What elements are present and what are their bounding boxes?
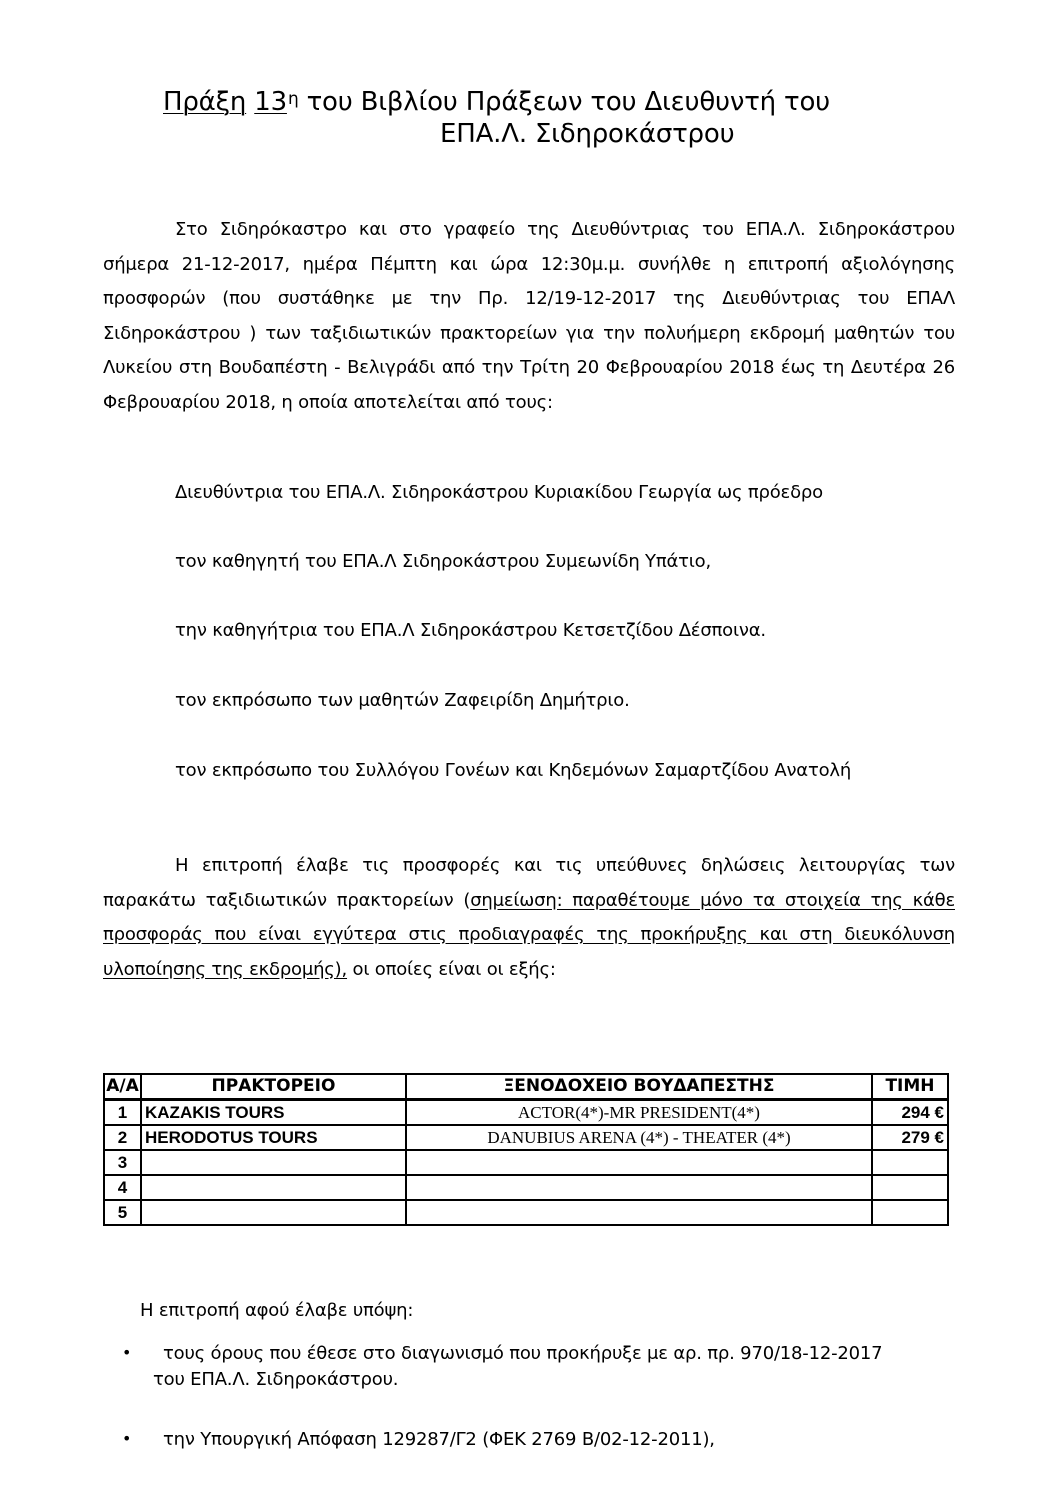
- header-aa: Α/Α: [104, 1074, 141, 1100]
- member-teacher-1: τον καθηγητή του ΕΠΑ.Λ Σιδηροκάστρου Συμεωνίδη Υπάτιο,: [175, 551, 712, 572]
- bullet-1-line2: του ΕΠΑ.Λ. Σιδηροκάστρου.: [153, 1369, 399, 1390]
- header-price: ΤΙΜΗ: [872, 1074, 948, 1100]
- row-agency: [141, 1150, 406, 1175]
- row-number: 1: [104, 1100, 141, 1126]
- title-line1-rest: του Βιβλίου Πράξεων του Διευθυντή του: [306, 87, 831, 117]
- row-price: 279 €: [872, 1125, 948, 1150]
- row-price: 294 €: [872, 1100, 948, 1126]
- row-number: 5: [104, 1200, 141, 1225]
- row-price: [872, 1150, 948, 1175]
- row-hotel: [406, 1175, 872, 1200]
- bullet-2-line1: την Υπουργική Απόφαση 129287/Γ2 (ΦΕΚ 2769 Β/02-12-2011),: [163, 1429, 715, 1450]
- offers-note-underlined: σημείωση: παραθέτουμε μόνο τα στοιχεία της κάθε προσφοράς που είναι εγγύτερα στις προδιαγραφές της προκήρυξης και στη διευκόλυνση υλοποίησης της εκδρομής),: [103, 889, 955, 980]
- table-row: [104, 1150, 948, 1175]
- row-hotel: DANUBIUS ARENA (4*) - THEATER (4*): [406, 1125, 872, 1150]
- bullet-2-dot: •: [122, 1429, 132, 1448]
- table-row: [104, 1100, 948, 1126]
- row-hotel: ACTOR(4*)-MR PRESIDENT(4*): [406, 1100, 872, 1126]
- considering-intro: Η επιτροπή αφού έλαβε υπόψη:: [140, 1300, 414, 1321]
- title-word: Πράξη: [163, 87, 247, 117]
- row-agency: KAZAKIS TOURS: [141, 1100, 406, 1126]
- row-number: 3: [104, 1150, 141, 1175]
- header-hotel: ΞΕΝΟΔΟΧΕΙΟ ΒΟΥΔΑΠΕΣΤΗΣ: [406, 1074, 872, 1100]
- table-row: [104, 1200, 948, 1225]
- row-agency: HERODOTUS TOURS: [141, 1125, 406, 1150]
- intro-paragraph: Στο Σιδηρόκαστρο και στο γραφείο της Διευθύντριας του ΕΠΑ.Λ. Σιδηροκάστρου σήμερα 21-12-2017, ημέρα Πέμπτη και ώρα 12:30μ.μ. συνήλθε η επιτροπή αξιολόγησης προσφορών (που συστάθηκε με την Πρ. 12/19-12-2017 της Διευθύντριας του ΕΠΑΛ Σιδηροκάστρου ) των ταξιδιωτικών πρακτορείων για την πολυήμερη εκδρομή μαθητών του Λυκείου στη Βουδαπέστη - Βελιγράδι από την Τρίτη 20 Φεβρουαρίου 2018 έως τη Δευτέρα 26 Φεβρουαρίου 2018, η οποία αποτελείται από τους:: [103, 219, 955, 413]
- table-row: [104, 1125, 948, 1150]
- offers-paragraph: [103, 849, 955, 987]
- table-row: [104, 1175, 948, 1200]
- row-hotel: [406, 1200, 872, 1225]
- row-number: 2: [104, 1125, 141, 1150]
- title-number: 13: [254, 87, 287, 117]
- member-student-rep: τον εκπρόσωπο των μαθητών Ζαφειρίδη Δημήτριο.: [175, 690, 630, 711]
- member-teacher-2: την καθηγήτρια του ΕΠΑ.Λ Σιδηροκάστρου Κετσετζίδου Δέσποινα.: [175, 620, 766, 641]
- row-price: [872, 1175, 948, 1200]
- bullet-1-dot: •: [122, 1343, 132, 1362]
- row-agency: [141, 1175, 406, 1200]
- member-parents-rep: τον εκπρόσωπο του Συλλόγου Γονέων και Κηδεμόνων Σαμαρτζίδου Ανατολή: [175, 760, 852, 781]
- document-title: [163, 86, 923, 121]
- bullet-1-line1: τους όρους που έθεσε στο διαγωνισμό που προκήρυξε με αρ. πρ. 970/18-12-2017: [163, 1343, 883, 1364]
- row-price: [872, 1200, 948, 1225]
- title-superscript: η: [287, 89, 299, 109]
- row-agency: [141, 1200, 406, 1225]
- header-agency: ΠΡΑΚΤΟΡΕΙΟ: [141, 1074, 406, 1100]
- title-line2: ΕΠΑ.Λ. Σιδηροκάστρου: [440, 119, 735, 149]
- member-president: Διευθύντρια του ΕΠΑ.Λ. Σιδηροκάστρου Κυριακίδου Γεωργία ως πρόεδρο: [175, 482, 823, 503]
- offers-table: [103, 1073, 949, 1226]
- offers-text-before: Η επιτροπή έλαβε τις προσφορές και τις υπεύθυνες δηλώσεις λειτουργίας των παρακάτω ταξιδιωτικών πρακτορείων (: [103, 855, 955, 911]
- offers-text-after: οι οποίες είναι οι εξής:: [347, 958, 556, 980]
- row-number: 4: [104, 1175, 141, 1200]
- row-hotel: [406, 1150, 872, 1175]
- table-header-row: [104, 1074, 948, 1100]
